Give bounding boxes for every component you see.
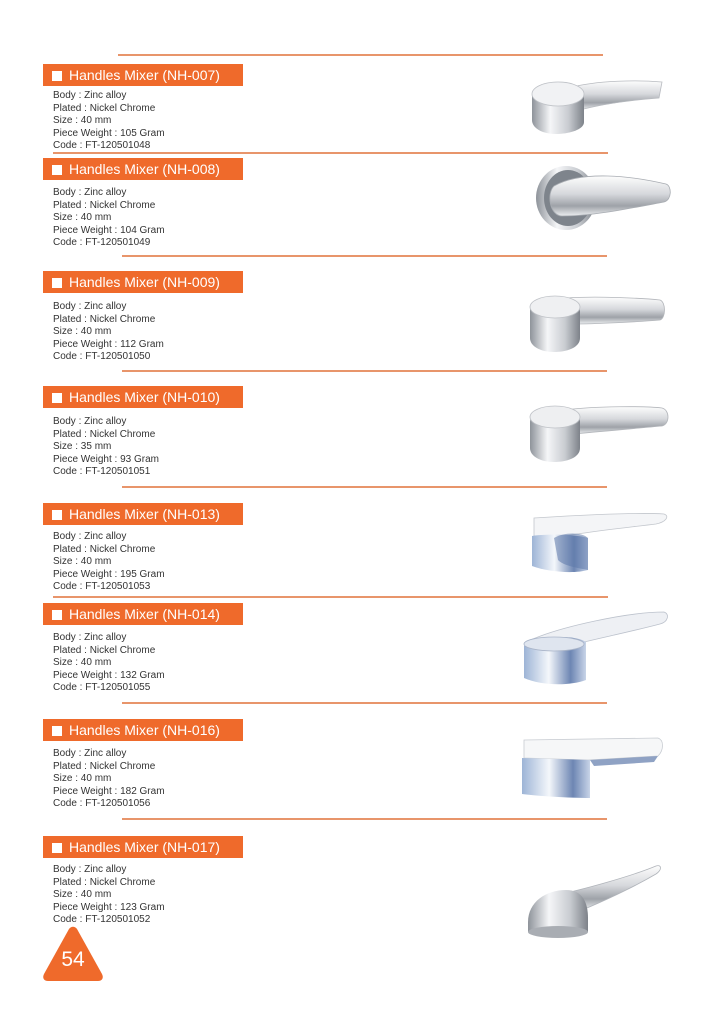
spec-size: Size : 40 mm: [53, 212, 112, 224]
spec-weight: Piece Weight : 105 Gram: [53, 127, 165, 139]
product-title-banner: [43, 503, 243, 525]
page-number-badge: [42, 926, 104, 982]
spec-size: Size : 40 mm: [53, 326, 112, 338]
product-specs: [53, 187, 165, 250]
product-title-banner: [43, 719, 243, 741]
divider-top: [118, 54, 603, 56]
spec-size: Size : 40 mm: [53, 115, 112, 127]
checkbox-square-icon: [52, 165, 62, 175]
spec-size: Size : 40 mm: [53, 556, 112, 568]
spec-size: Size : 35 mm: [53, 441, 112, 453]
spec-weight: Piece Weight : 132 Gram: [53, 669, 165, 681]
product-image-nh-016: [518, 736, 666, 800]
page-number: 54: [61, 948, 85, 971]
divider: [122, 702, 607, 704]
spec-body: Body : Zinc alloy: [53, 187, 127, 198]
spec-weight: Piece Weight : 195 Gram: [53, 568, 165, 580]
product-title: Handles Mixer (NH-008): [69, 161, 220, 177]
product-image-nh-013: [524, 508, 670, 578]
spec-plated: Plated : Nickel Chrome: [53, 644, 156, 656]
spec-size: Size : 40 mm: [53, 657, 112, 669]
product-image-nh-007: [528, 74, 668, 136]
checkbox-square-icon: [52, 510, 62, 520]
divider: [53, 596, 608, 598]
checkbox-square-icon: [52, 726, 62, 736]
spec-body: Body : Zinc alloy: [53, 632, 127, 643]
divider: [122, 370, 607, 372]
spec-body: Body : Zinc alloy: [53, 90, 127, 101]
spec-code: Code : FT-120501051: [53, 466, 151, 478]
product-title-banner: [43, 603, 243, 625]
spec-weight: Piece Weight : 112 Gram: [53, 338, 164, 350]
product-image-nh-014: [520, 606, 670, 688]
product-image-nh-017: [522, 862, 664, 940]
product-specs: [53, 90, 165, 153]
spec-body: Body : Zinc alloy: [53, 301, 127, 312]
checkbox-square-icon: [52, 843, 62, 853]
spec-code: Code : FT-120501056: [53, 798, 151, 810]
spec-code: Code : FT-120501048: [53, 140, 151, 152]
product-title-banner: [43, 64, 243, 86]
product-title: Handles Mixer (NH-016): [69, 722, 220, 738]
spec-weight: Piece Weight : 104 Gram: [53, 224, 165, 236]
spec-body: Body : Zinc alloy: [53, 416, 127, 427]
spec-weight: Piece Weight : 93 Gram: [53, 453, 159, 465]
product-title: Handles Mixer (NH-009): [69, 274, 220, 290]
product-specs: [53, 632, 165, 695]
product-specs: [53, 301, 164, 364]
spec-body: Body : Zinc alloy: [53, 748, 127, 759]
divider: [122, 818, 607, 820]
checkbox-square-icon: [52, 278, 62, 288]
product-title: Handles Mixer (NH-010): [69, 389, 220, 405]
spec-plated: Plated : Nickel Chrome: [53, 199, 156, 211]
product-specs: [53, 416, 159, 479]
product-title: Handles Mixer (NH-014): [69, 606, 220, 622]
spec-plated: Plated : Nickel Chrome: [53, 760, 156, 772]
product-image-nh-009: [526, 290, 666, 354]
spec-plated: Plated : Nickel Chrome: [53, 543, 156, 555]
spec-plated: Plated : Nickel Chrome: [53, 102, 156, 114]
checkbox-square-icon: [52, 71, 62, 81]
product-title: Handles Mixer (NH-013): [69, 506, 220, 522]
spec-body: Body : Zinc alloy: [53, 864, 127, 875]
product-title: Handles Mixer (NH-007): [69, 67, 220, 83]
spec-plated: Plated : Nickel Chrome: [53, 313, 156, 325]
spec-code: Code : FT-120501053: [53, 581, 151, 593]
product-title-banner: [43, 386, 243, 408]
spec-size: Size : 40 mm: [53, 889, 112, 901]
spec-size: Size : 40 mm: [53, 773, 112, 785]
product-title-banner: [43, 271, 243, 293]
product-image-nh-008: [532, 164, 674, 232]
spec-plated: Plated : Nickel Chrome: [53, 876, 156, 888]
product-title-banner: [43, 836, 243, 858]
product-image-nh-010: [526, 402, 670, 464]
product-specs: [53, 748, 165, 811]
divider: [53, 152, 608, 154]
product-title-banner: [43, 158, 243, 180]
divider: [122, 486, 607, 488]
product-title: Handles Mixer (NH-017): [69, 839, 220, 855]
product-specs: [53, 864, 165, 927]
checkbox-square-icon: [52, 610, 62, 620]
spec-weight: Piece Weight : 182 Gram: [53, 785, 165, 797]
spec-code: Code : FT-120501049: [53, 237, 151, 249]
spec-body: Body : Zinc alloy: [53, 531, 127, 542]
checkbox-square-icon: [52, 393, 62, 403]
spec-plated: Plated : Nickel Chrome: [53, 428, 156, 440]
product-specs: [53, 531, 165, 594]
spec-code: Code : FT-120501055: [53, 682, 151, 694]
divider: [122, 255, 607, 257]
spec-code: Code : FT-120501050: [53, 351, 151, 363]
spec-code: Code : FT-120501052: [53, 914, 151, 926]
spec-weight: Piece Weight : 123 Gram: [53, 901, 165, 913]
